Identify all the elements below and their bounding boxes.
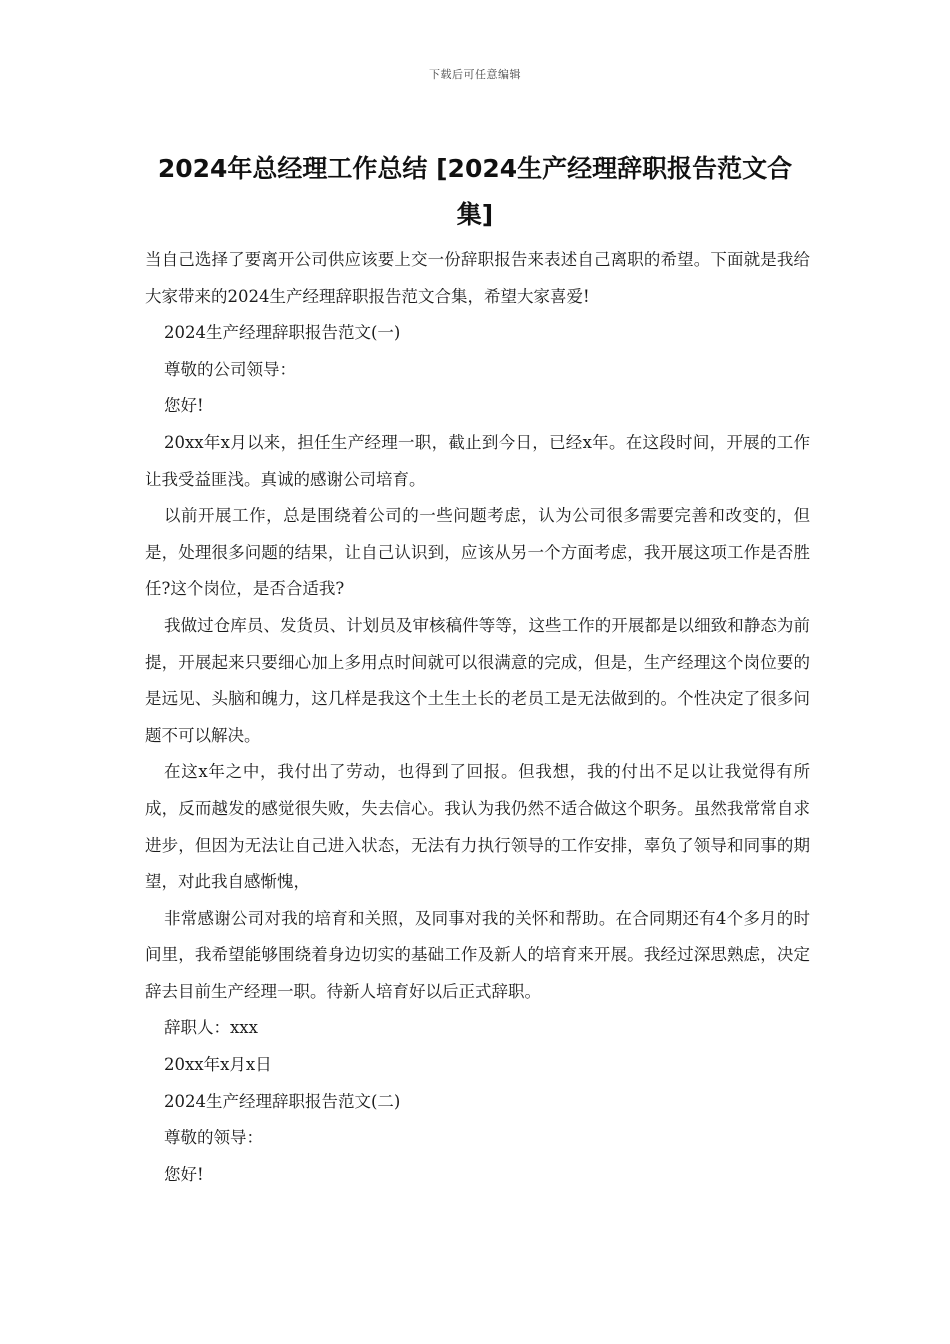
body-paragraph: 在这x年之中，我付出了劳动，也得到了回报。但我想，我的付出不足以让我觉得有所成，反而越发的感觉很失败，失去信心。我认为我仍然不适合做这个职务。虽然我常常自求进步，但因为无法让自己进入状态，无法有力执行领导的工作安排，辜负了领导和同事的期望，对此我自感惭愧， — [145, 762, 810, 892]
document-body — [145, 242, 810, 1193]
greeting: 您好! — [164, 1164, 204, 1184]
signature-line: 辞职人：xxx — [164, 1018, 258, 1038]
body-paragraph: 20xx年x月以来，担任生产经理一职，截止到今日，已经x年。在这段时间，开展的工作让我受益匪浅。真诚的感谢公司培育。 — [145, 432, 810, 489]
salutation: 尊敬的公司领导： — [164, 359, 296, 379]
header-note: 下载后可任意编辑 — [429, 68, 521, 81]
document-title: 2024年总经理工作总结 [2024生产经理辞职报告范文合集] — [157, 154, 793, 229]
body-paragraph: 以前开展工作，总是围绕着公司的一些问题考虑，认为公司很多需要完善和改变的，但是，处理很多问题的结果，让自己认识到，应该从另一个方面考虑，我开展这项工作是否胜任?这个岗位，是否合适我? — [145, 506, 810, 599]
date-line: 20xx年x月x日 — [164, 1055, 272, 1075]
section-heading-2: 2024生产经理辞职报告范文(二) — [164, 1091, 401, 1111]
greeting: 您好! — [164, 396, 204, 416]
body-paragraph: 非常感谢公司对我的培育和关照，及同事对我的关怀和帮助。在合同期还有4个多月的时间里，我希望能够围绕着身边切实的基础工作及新人的培育来开展。我经过深思熟虑，决定辞去目前生产经理一职。待新人培育好以后正式辞职。 — [145, 908, 810, 1001]
section-heading-1: 2024生产经理辞职报告范文(一) — [164, 323, 401, 343]
intro-paragraph: 当自己选择了要离开公司供应该要上交一份辞职报告来表述自己离职的希望。下面就是我给大家带来的2024生产经理辞职报告范文合集，希望大家喜爱! — [145, 250, 810, 306]
body-paragraph: 我做过仓库员、发货员、计划员及审核稿件等等，这些工作的开展都是以细致和静态为前提，开展起来只要细心加上多用点时间就可以很满意的完成，但是，生产经理这个岗位要的是远见、头脑和魄力，这几样是我这个土生土长的老员工是无法做到的。个性决定了很多问题不可以解决。 — [145, 615, 810, 745]
salutation: 尊敬的领导： — [164, 1128, 263, 1148]
